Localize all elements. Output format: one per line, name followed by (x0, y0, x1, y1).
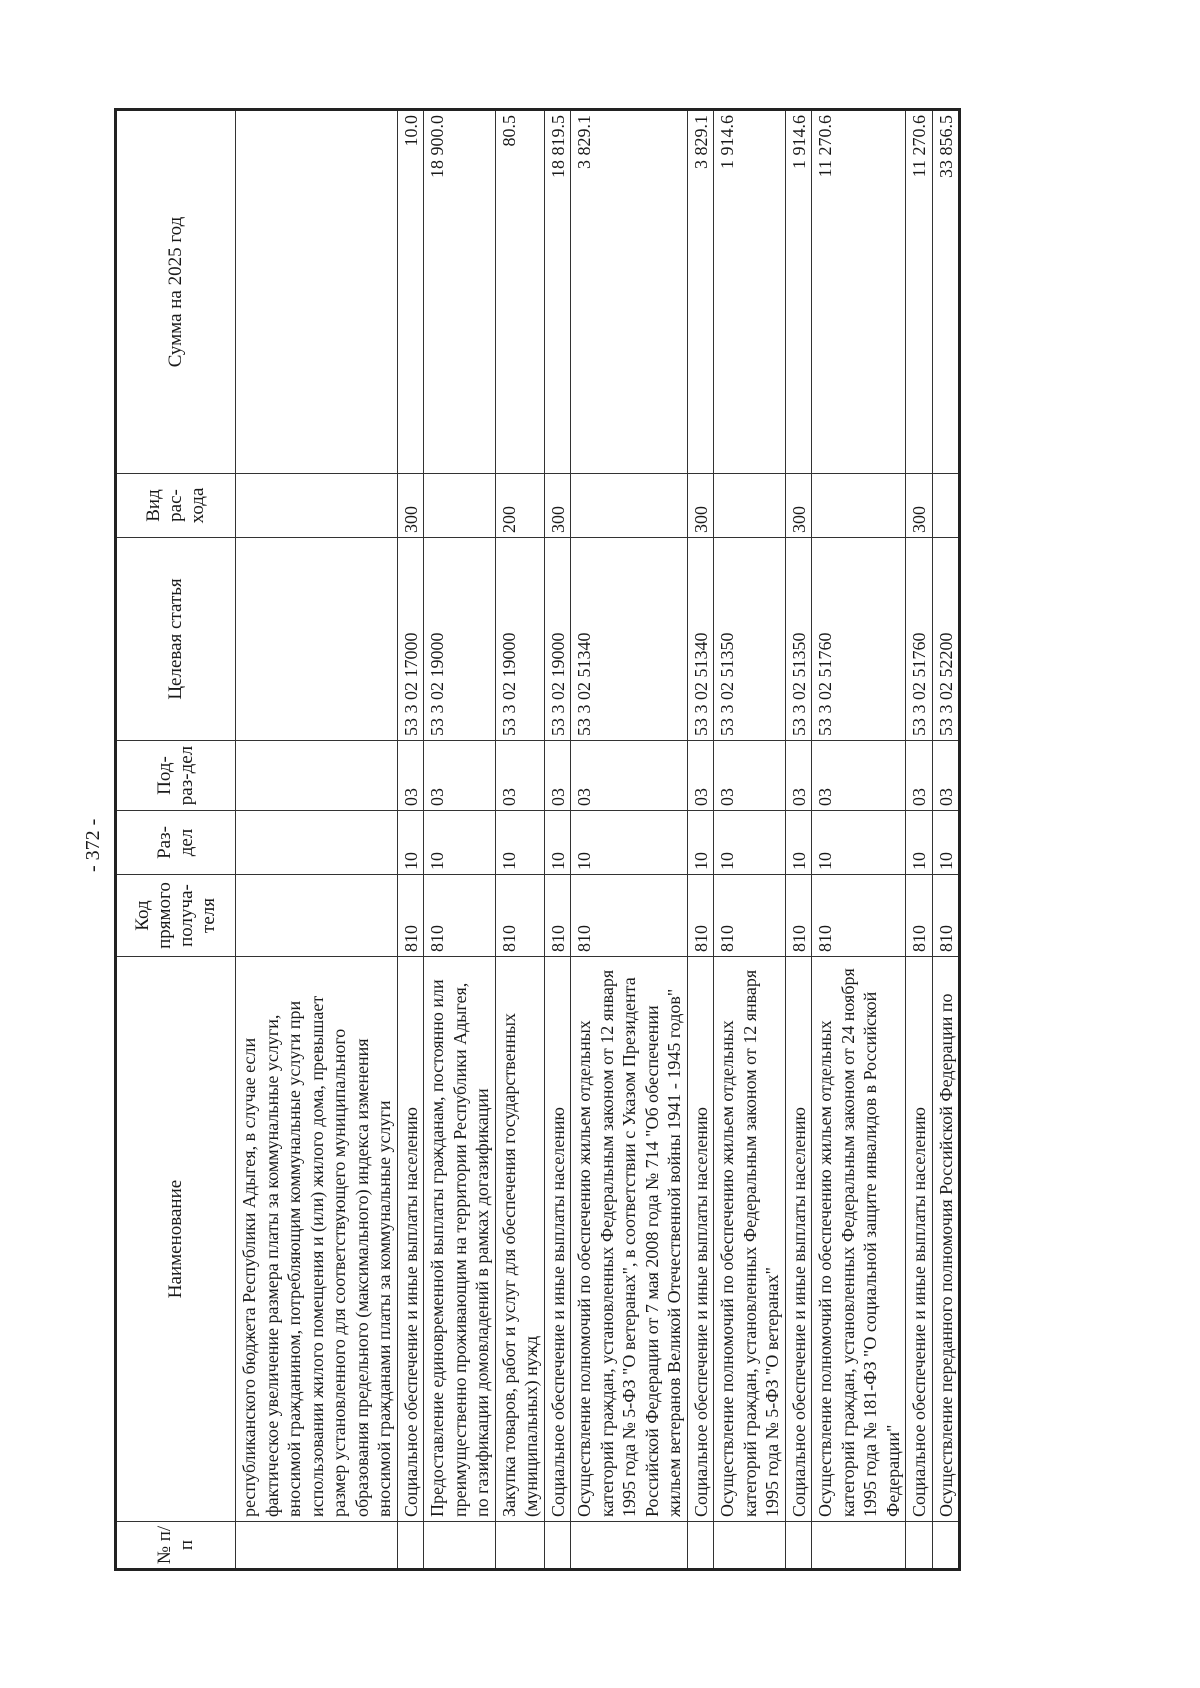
cell-vid: 300 (687, 474, 714, 538)
cell-kod: 810 (785, 875, 812, 957)
cell-vid: 300 (785, 474, 812, 538)
table-row (236, 110, 398, 1570)
table-row (932, 110, 960, 1570)
cell-summa: 18 900.0 (424, 110, 496, 474)
cell-name: Закупка товаров, работ и услуг для обеспечения государственных (муниципальных) нужд (495, 957, 544, 1522)
cell-razdel: 10 (495, 811, 544, 875)
cell-razdel: 10 (714, 811, 786, 875)
cell-kod: 810 (906, 875, 933, 957)
cell-podrazdel: 03 (687, 741, 714, 811)
rotated-table-wrapper (114, 111, 1048, 1571)
cell-podrazdel: 03 (571, 741, 688, 811)
cell-celevaya: 53 3 02 51340 (687, 538, 714, 741)
cell-podrazdel: 03 (785, 741, 812, 811)
cell-razdel: 10 (424, 811, 496, 875)
cell-kod: 810 (397, 875, 424, 957)
table-row (714, 110, 786, 1570)
cell-summa: 18 819.5 (544, 110, 571, 474)
cell-vid (236, 474, 398, 538)
cell-vid: 300 (906, 474, 933, 538)
cell-no (906, 1522, 933, 1570)
cell-summa: 1 914.6 (785, 110, 812, 474)
cell-name: Осуществление полномочий по обеспечению жильем отдельных категорий граждан, установленных Федеральным законом от 12 января 1995 года № 5-ФЗ "О ветеранах" (714, 957, 786, 1522)
cell-summa: 11 270.6 (812, 110, 906, 474)
cell-podrazdel: 03 (932, 741, 960, 811)
cell-name: Социальное обеспечение и иные выплаты населению (785, 957, 812, 1522)
cell-name: Осуществление переданного полномочия Российской Федерации по (932, 957, 960, 1522)
budget-table (114, 108, 961, 1571)
cell-no (397, 1522, 424, 1570)
cell-razdel: 10 (397, 811, 424, 875)
cell-celevaya: 53 3 02 19000 (424, 538, 496, 741)
cell-kod (236, 875, 398, 957)
cell-name: Предоставление единовременной выплаты гражданам, постоянно или преимущественно проживающим на территории Республики Адыгея, по газификации домовладений в рамках догазификации (424, 957, 496, 1522)
cell-name: Социальное обеспечение и иные выплаты населению (397, 957, 424, 1522)
cell-name: Осуществление полномочий по обеспечению жильем отдельных категорий граждан, установленных Федеральным законом от 24 ноября 1995 года № 181-ФЗ "О социальной защите инвалидов в Российской Федерации" (812, 957, 906, 1522)
header-kod: Код прямого получа-теля (116, 875, 236, 957)
cell-name: Социальное обеспечение и иные выплаты населению (906, 957, 933, 1522)
cell-no (236, 1522, 398, 1570)
cell-celevaya: 53 3 02 17000 (397, 538, 424, 741)
header-vid: Вид рас-хода (116, 474, 236, 538)
header-no: № п/п (116, 1522, 236, 1570)
cell-no (932, 1522, 960, 1570)
table-row (495, 110, 544, 1570)
table-row (812, 110, 906, 1570)
cell-kod: 810 (544, 875, 571, 957)
cell-vid (571, 474, 688, 538)
cell-no (544, 1522, 571, 1570)
cell-razdel: 10 (571, 811, 688, 875)
header-podrazdel: Под-раз-дел (116, 741, 236, 811)
cell-podrazdel: 03 (714, 741, 786, 811)
header-name: Наименование (116, 957, 236, 1522)
cell-podrazdel: 03 (397, 741, 424, 811)
cell-podrazdel: 03 (906, 741, 933, 811)
cell-podrazdel: 03 (812, 741, 906, 811)
cell-kod: 810 (812, 875, 906, 957)
header-summa: Сумма на 2025 год (116, 110, 236, 474)
table-row (544, 110, 571, 1570)
cell-kod: 810 (495, 875, 544, 957)
cell-celevaya: 53 3 02 51350 (714, 538, 786, 741)
cell-celevaya: 53 3 02 51340 (571, 538, 688, 741)
cell-no (687, 1522, 714, 1570)
cell-razdel: 10 (544, 811, 571, 875)
page-number: - 372 - (82, 818, 104, 872)
cell-summa: 3 829.1 (571, 110, 688, 474)
cell-name: республиканского бюджета Республики Адыгея, в случае если фактическое увеличение размера платы за коммунальные услуги, вносимой гражданином, потребляющим коммунальные услуги при использовании жилого помещения и (или) жилого дома, превышает размер установленного для соответствующего муниципального образования предельного (максимального) индекса изменения вносимой гражданами платы за коммунальные услуги (236, 957, 398, 1522)
cell-summa: 3 829.1 (687, 110, 714, 474)
cell-name: Социальное обеспечение и иные выплаты населению (544, 957, 571, 1522)
cell-podrazdel: 03 (495, 741, 544, 811)
cell-summa: 33 856.5 (932, 110, 960, 474)
cell-razdel (236, 811, 398, 875)
cell-no (495, 1522, 544, 1570)
cell-celevaya: 53 3 02 19000 (495, 538, 544, 741)
cell-no (424, 1522, 496, 1570)
cell-kod: 810 (714, 875, 786, 957)
cell-kod: 810 (932, 875, 960, 957)
cell-celevaya: 53 3 02 52200 (932, 538, 960, 741)
cell-vid (714, 474, 786, 538)
cell-kod: 810 (571, 875, 688, 957)
cell-podrazdel: 03 (544, 741, 571, 811)
cell-celevaya: 53 3 02 51760 (812, 538, 906, 741)
table-row (424, 110, 496, 1570)
cell-razdel: 10 (812, 811, 906, 875)
cell-razdel: 10 (785, 811, 812, 875)
cell-kod: 810 (424, 875, 496, 957)
cell-summa: 10.0 (397, 110, 424, 474)
cell-no (785, 1522, 812, 1570)
cell-vid: 200 (495, 474, 544, 538)
table-header-row (116, 110, 236, 1570)
cell-vid (424, 474, 496, 538)
cell-summa: 1 914.6 (714, 110, 786, 474)
cell-summa: 11 270.6 (906, 110, 933, 474)
cell-name: Осуществление полномочий по обеспечению жильем отдельных категорий граждан, установленных Федеральным законом от 12 января 1995 года № 5-ФЗ "О ветеранах", в соответствии с Указом Президента Российской Федерации от 7 мая 2008 года № 714 "Об обеспечении жильем ветеранов Великой Отечественной войны 1941 - 1945 годов" (571, 957, 688, 1522)
cell-celevaya: 53 3 02 51760 (906, 538, 933, 741)
cell-podrazdel: 03 (424, 741, 496, 811)
cell-vid: 300 (544, 474, 571, 538)
cell-summa: 80.5 (495, 110, 544, 474)
cell-podrazdel (236, 741, 398, 811)
cell-no (571, 1522, 688, 1570)
table-row (687, 110, 714, 1570)
table-row (906, 110, 933, 1570)
cell-no (714, 1522, 786, 1570)
table-row (785, 110, 812, 1570)
cell-razdel: 10 (906, 811, 933, 875)
header-celevaya: Целевая статья (116, 538, 236, 741)
cell-vid (932, 474, 960, 538)
cell-summa (236, 110, 398, 474)
cell-razdel: 10 (932, 811, 960, 875)
table-row (397, 110, 424, 1570)
cell-no (812, 1522, 906, 1570)
cell-name: Социальное обеспечение и иные выплаты населению (687, 957, 714, 1522)
cell-celevaya: 53 3 02 51350 (785, 538, 812, 741)
header-razdel: Раз-дел (116, 811, 236, 875)
cell-razdel: 10 (687, 811, 714, 875)
cell-vid (812, 474, 906, 538)
cell-kod: 810 (687, 875, 714, 957)
table-row (571, 110, 688, 1570)
cell-celevaya (236, 538, 398, 741)
cell-celevaya: 53 3 02 19000 (544, 538, 571, 741)
cell-vid: 300 (397, 474, 424, 538)
